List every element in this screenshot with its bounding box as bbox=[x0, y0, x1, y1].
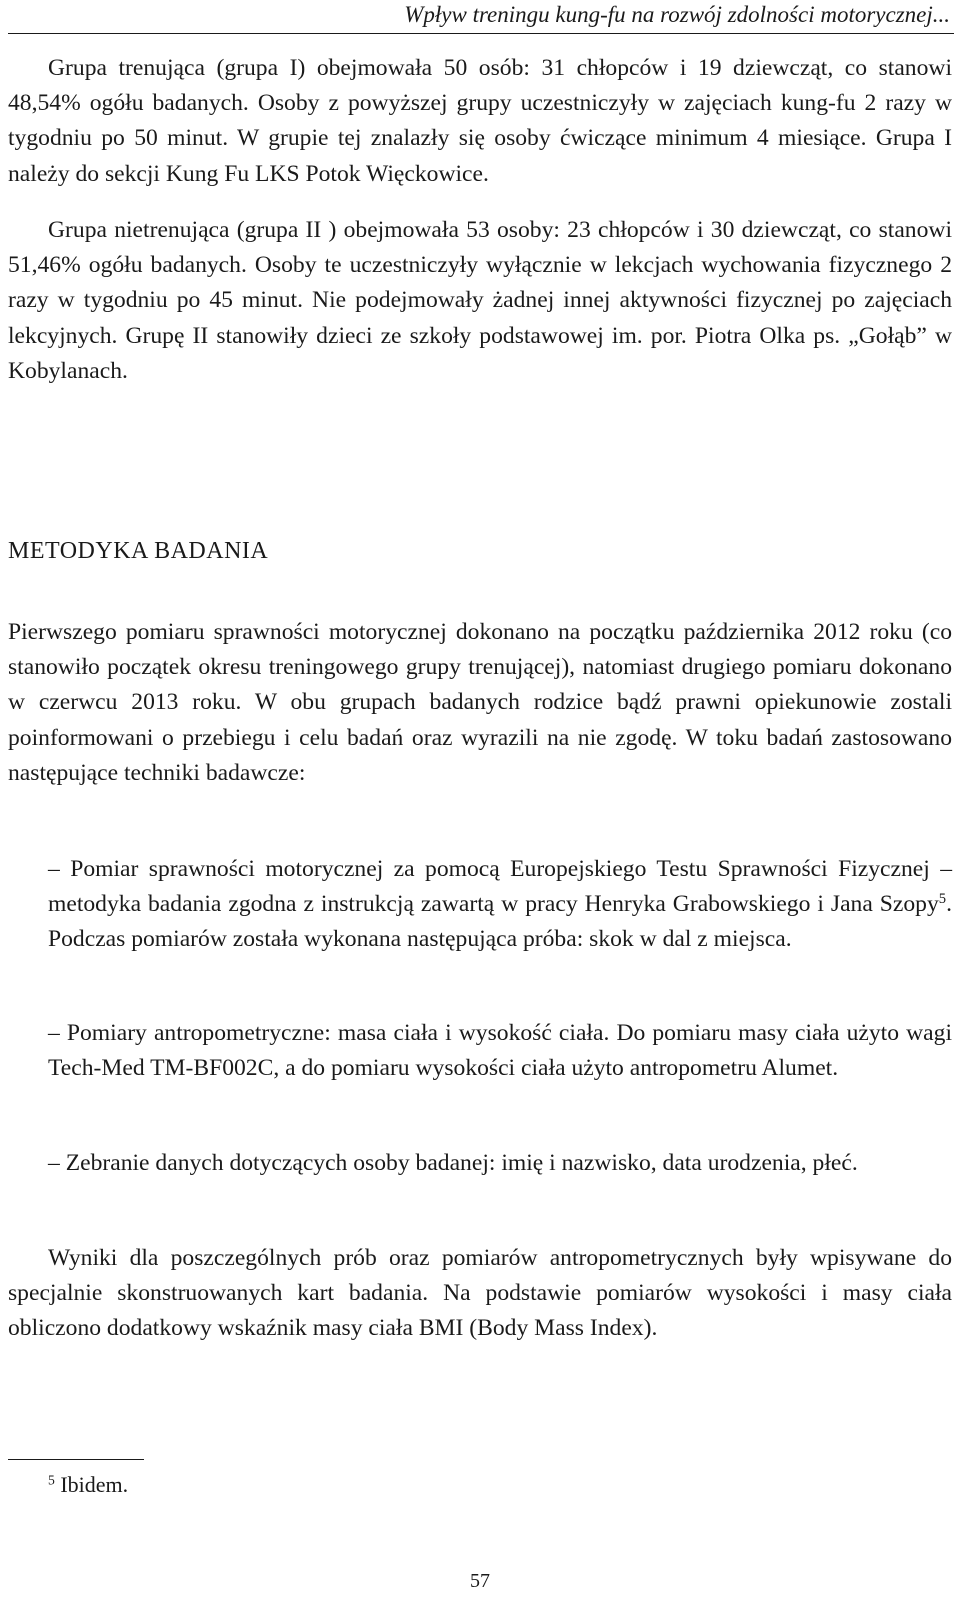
paragraph-group-1: Grupa trenująca (grupa I) obejmowała 50 osób: 31 chłopców i 19 dziewcząt, co stanowi 48,54% ogółu badanych. Osoby z powyższej grupy uczestniczyły w zajęciach kung-fu 2 razy w tygodniu po 50 minut. W grupie tej znalazły się osoby ćwiczące minimum 4 miesiące. Grupa I należy do sekcji Kung Fu LKS Potok Więckowice. bbox=[8, 55, 952, 187]
running-header-title: Wpływ treningu kung-fu na rozwój zdolności motorycznej... bbox=[404, 2, 950, 27]
footnote-rule bbox=[8, 1459, 144, 1460]
list-item: – Zebranie danych dotyczących osoby badanej: imię i nazwisko, data urodzenia, płeć. bbox=[48, 1150, 858, 1176]
paragraph-results: Wyniki dla poszczególnych prób oraz pomiarów antropometrycznych były wpisywane do specjalnie skonstruowanych kart badania. Na podstawie pomiarów wysokości i masy ciała obliczono dodatkowy wskaźnik masy ciała BMI (Body Mass Index). bbox=[8, 1245, 952, 1342]
page-number: 57 bbox=[470, 1570, 490, 1592]
footnote-number: 5 bbox=[48, 1472, 55, 1488]
header-rule bbox=[8, 33, 954, 34]
paragraph-group-2: Grupa nietrenująca (grupa II ) obejmowała 53 osoby: 23 chłopców i 30 dziewcząt, co stanowi 51,46% ogółu badanych. Osoby te uczestniczyły wyłącznie w lekcjach wychowania fizycznego 2 razy w tygodniu po 45 minut. Nie podejmowały żadnej innej aktywności fizycznej po zajęciach lekcyjnych. Grupę II stanowiły dzieci ze szkoły podstawowej im. por. Piotra Olka ps. „Gołąb” w Kobylanach. bbox=[8, 217, 952, 384]
list-item-text-continued: . Podczas pomiarów została wykonana następująca próba: skok w dal z miejsca. bbox=[48, 891, 952, 953]
paragraph-methods: Pierwszego pomiaru sprawności motorycznej dokonano na początku października 2012 roku (co stanowiło początek okresu treningowego grupy trenującej), natomiast drugiego pomiaru dokonano w czerwcu 2013 roku. W obu grupach badanych rodzice bądź prawni opiekunowie zostali poinformowani o przebiegu i celu badań oraz wyrazili na nie zgodę. W toku badań zastosowano następujące techniki badawcze: bbox=[8, 619, 952, 786]
list-item-text: – Pomiar sprawności motorycznej za pomocą Europejskiego Testu Sprawności Fizycznej – metodyka badania zgodna z instrukcją zawartą w pracy Henryka Grabowskiego i Jana Szopy bbox=[48, 856, 952, 918]
running-header bbox=[0, 0, 960, 37]
footnote-text: Ibidem. bbox=[60, 1472, 129, 1497]
footnote bbox=[48, 1470, 128, 1500]
footnote-reference: 5 bbox=[938, 891, 947, 908]
section-heading: METODYKA BADANIA bbox=[8, 538, 269, 564]
list-item: – Pomiary antropometryczne: masa ciała i wysokość ciała. Do pomiaru masy ciała użyto wagi Tech-Med TM-BF002C, a do pomiaru wysokości ciała użyto antropometru Alumet. bbox=[48, 1020, 952, 1082]
list-item bbox=[48, 852, 952, 958]
